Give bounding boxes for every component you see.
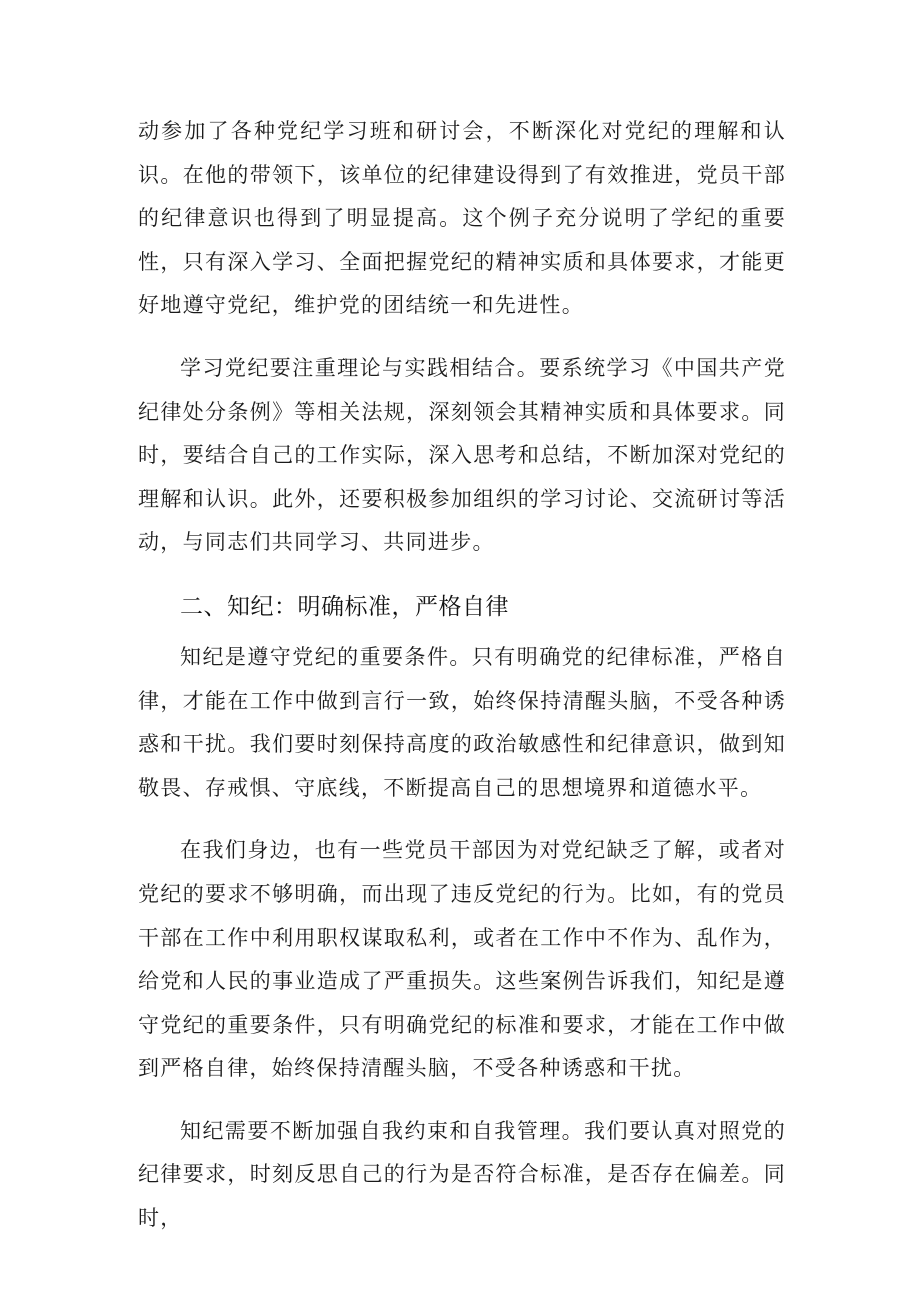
paragraph-5: 知纪需要不断加强自我约束和自我管理。我们要认真对照党的纪律要求，时刻反思自己的行为是否符合标准，是否存在偏差。同时， bbox=[138, 1118, 786, 1231]
paragraph-3: 知纪是遵守党纪的重要条件。只有明确党的纪律标准，严格自律，才能在工作中做到言行一致，始终保持清醒头脑，不受各种诱惑和干扰。我们要时刻保持高度的政治敏感性和纪律意识，做到知敬畏、存戒惧、守底线，不断提高自己的思想境界和道德水平。 bbox=[138, 644, 786, 800]
document-body bbox=[138, 110, 786, 1260]
paragraph-4: 在我们身边，也有一些党员干部因为对党纪缺乏了解，或者对党纪的要求不够明确，而出现了违反党纪的行为。比如，有的党员干部在工作中利用职权谋取私利，或者在工作中不作为、乱作为，给党和人民的事业造成了严重损失。这些案例告诉我们，知纪是遵守党纪的重要条件，只有明确党纪的标准和要求，才能在工作中做到严格自律，始终保持清醒头脑，不受各种诱惑和干扰。 bbox=[138, 838, 786, 1081]
paragraph-1: 动参加了各种党纪学习班和研讨会，不断深化对党纪的理解和认识。在他的带领下，该单位的纪律建设得到了有效推进，党员干部的纪律意识也得到了明显提高。这个例子充分说明了学纪的重要性，只有深入学习、全面把握党纪的精神实质和具体要求，才能更好地遵守党纪，维护党的团结统一和先进性。 bbox=[138, 119, 786, 318]
section-heading: 二、知纪：明确标准，严格自律 bbox=[180, 593, 509, 620]
paragraph-2: 学习党纪要注重理论与实践相结合。要系统学习《中国共产党纪律处分条例》等相关法规，深刻领会其精神实质和具体要求。同时，要结合自己的工作实际，深入思考和总结，不断加深对党纪的理解和认识。此外，还要积极参加组织的学习讨论、交流研讨等活动，与同志们共同学习、共同进步。 bbox=[138, 355, 786, 555]
